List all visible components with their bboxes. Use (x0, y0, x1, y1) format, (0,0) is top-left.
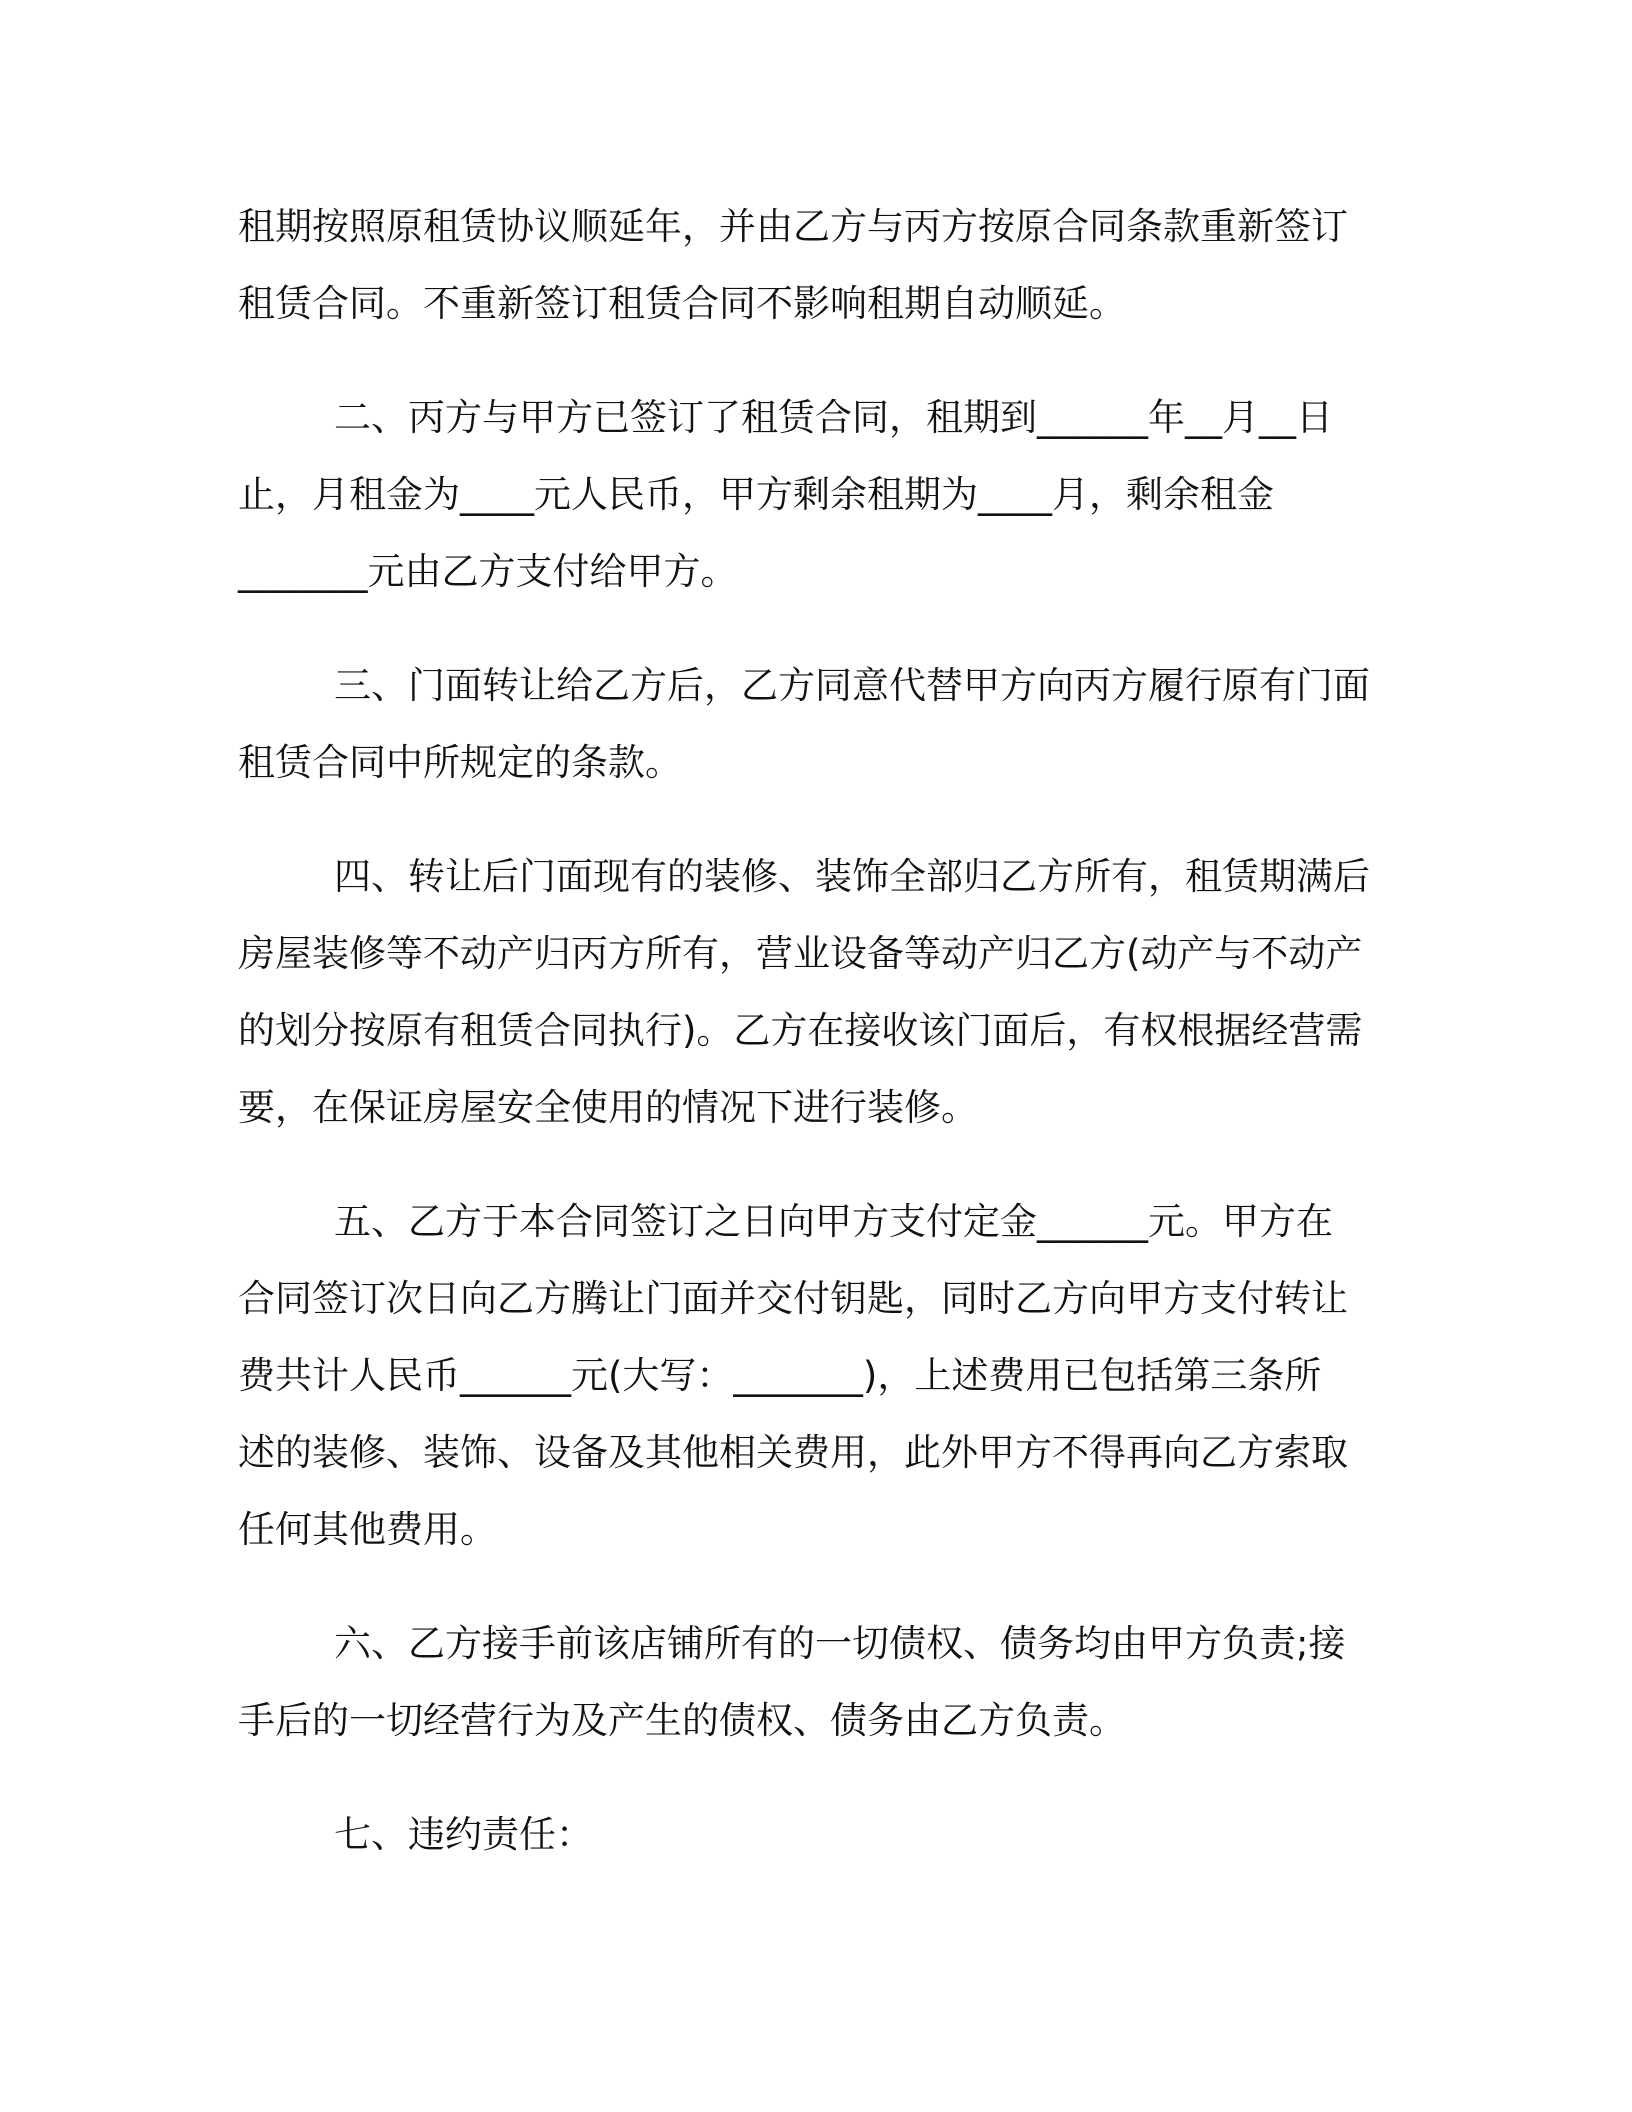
paragraph-clause-6 (238, 1605, 1418, 1759)
text-line: 手后的一切经营行为及产生的债权、债务由乙方负责。 (238, 1699, 1126, 1742)
text-line: 租赁合同。不重新签订租赁合同不影响租期自动顺延。 (238, 282, 1126, 325)
text-line: 合同签订次日向乙方腾让门面并交付钥匙，同时乙方向甲方支付转让 (238, 1277, 1348, 1320)
text-line: _______元由乙方支付给甲方。 (238, 550, 738, 593)
paragraph-clause-5 (238, 1183, 1418, 1568)
text-line: 房屋装修等不动产归丙方所有，营业设备等动产归乙方(动产与不动产 (238, 932, 1363, 975)
text-line: 止，月租金为____元人民币，甲方剩余租期为____月，剩余租金 (238, 473, 1274, 516)
text-line: 租期按照原租赁协议顺延年，并由乙方与丙方按原合同条款重新签订 (238, 205, 1348, 248)
paragraph-clause-7 (238, 1796, 1418, 1873)
text-line: 二、丙方与甲方已签订了租赁合同，租期到______年__月__日 (334, 396, 1333, 439)
text-line: 任何其他费用。 (238, 1508, 497, 1551)
text-line: 费共计人民币______元(大写：_______)，上述费用已包括第三条所 (238, 1354, 1322, 1397)
text-line: 六、乙方接手前该店铺所有的一切债权、债务均由甲方负责;接 (334, 1622, 1346, 1665)
text-line: 要，在保证房屋安全使用的情况下进行装修。 (238, 1086, 978, 1129)
paragraph-clause-2 (238, 379, 1418, 610)
paragraph-clause-3 (238, 647, 1418, 801)
text-line: 述的装修、装饰、设备及其他相关费用，此外甲方不得再向乙方索取 (238, 1431, 1348, 1474)
paragraph-clause-4 (238, 838, 1418, 1146)
text-line: 五、乙方于本合同签订之日向甲方支付定金______元。甲方在 (334, 1200, 1333, 1243)
text-line: 三、门面转让给乙方后，乙方同意代替甲方向丙方履行原有门面 (334, 664, 1370, 707)
text-line: 四、转让后门面现有的装修、装饰全部归乙方所有，租赁期满后 (334, 855, 1370, 898)
text-line: 的划分按原有租赁合同执行)。乙方在接收该门面后，有权根据经营需 (238, 1009, 1363, 1052)
contract-body (238, 188, 1418, 1910)
paragraph-lease-extension (238, 188, 1418, 342)
text-line: 租赁合同中所规定的条款。 (238, 741, 682, 784)
text-line: 七、违约责任： (334, 1813, 593, 1856)
